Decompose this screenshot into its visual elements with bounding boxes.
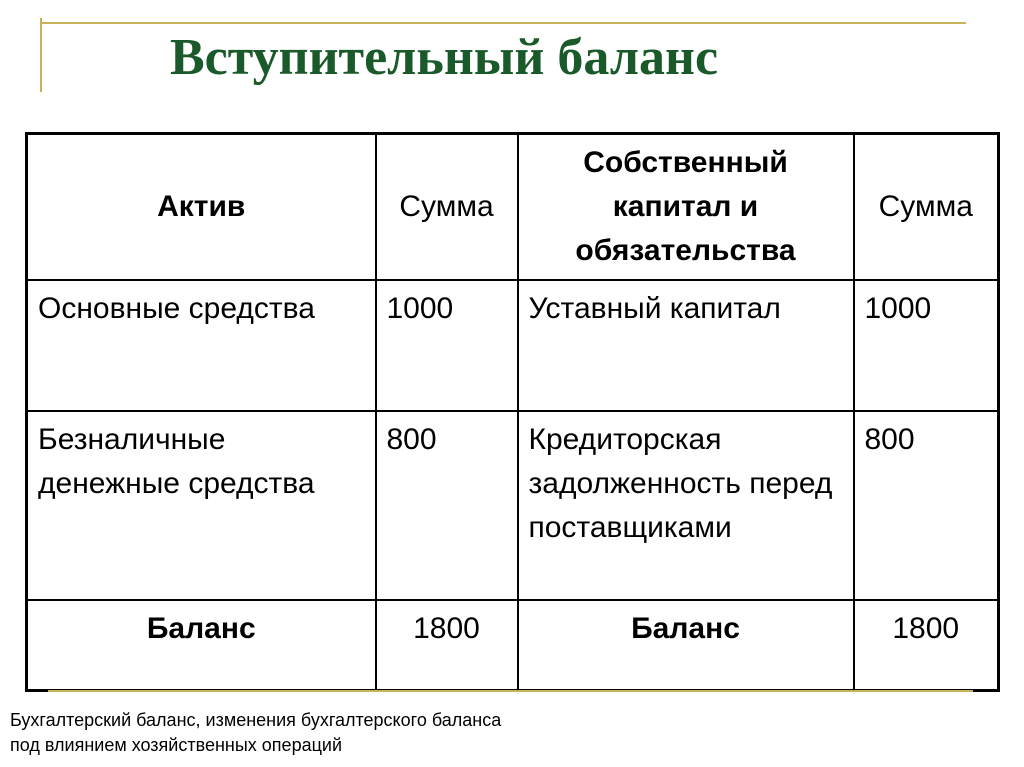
total-liability-label: Баланс xyxy=(518,600,854,690)
decorative-left-line xyxy=(40,18,42,92)
slide-title: Вступительный баланс xyxy=(170,29,719,86)
table-row xyxy=(27,280,999,411)
header-liability-sum: Сумма xyxy=(854,134,999,281)
footer-line-1: Бухгалтерский баланс, изменения бухгалтерского баланса xyxy=(10,710,502,730)
total-asset-label: Баланс xyxy=(27,600,376,690)
footer-line-2: под влиянием хозяйственных операций xyxy=(10,735,343,755)
liability-name: Кредиторская задолженность перед поставщиками xyxy=(518,411,854,600)
liability-amount: 800 xyxy=(854,411,999,600)
asset-amount: 1000 xyxy=(376,280,518,411)
header-liability: Собственный капитал и обязательства xyxy=(518,134,854,281)
table-row xyxy=(27,411,999,600)
decorative-bottom-line xyxy=(48,690,973,692)
liability-amount: 1000 xyxy=(854,280,999,411)
asset-name: Основные средства xyxy=(27,280,376,411)
header-asset: Актив xyxy=(27,134,376,281)
total-asset-amount: 1800 xyxy=(376,600,518,690)
footer-caption xyxy=(10,708,501,758)
table-header-row xyxy=(27,134,999,281)
table-total-row xyxy=(27,600,999,690)
header-asset-sum: Сумма xyxy=(376,134,518,281)
asset-amount: 800 xyxy=(376,411,518,600)
asset-name: Безналичные денежные средства xyxy=(27,411,376,600)
liability-name: Уставный капитал xyxy=(518,280,854,411)
total-liability-amount: 1800 xyxy=(854,600,999,690)
balance-table xyxy=(25,132,1000,692)
